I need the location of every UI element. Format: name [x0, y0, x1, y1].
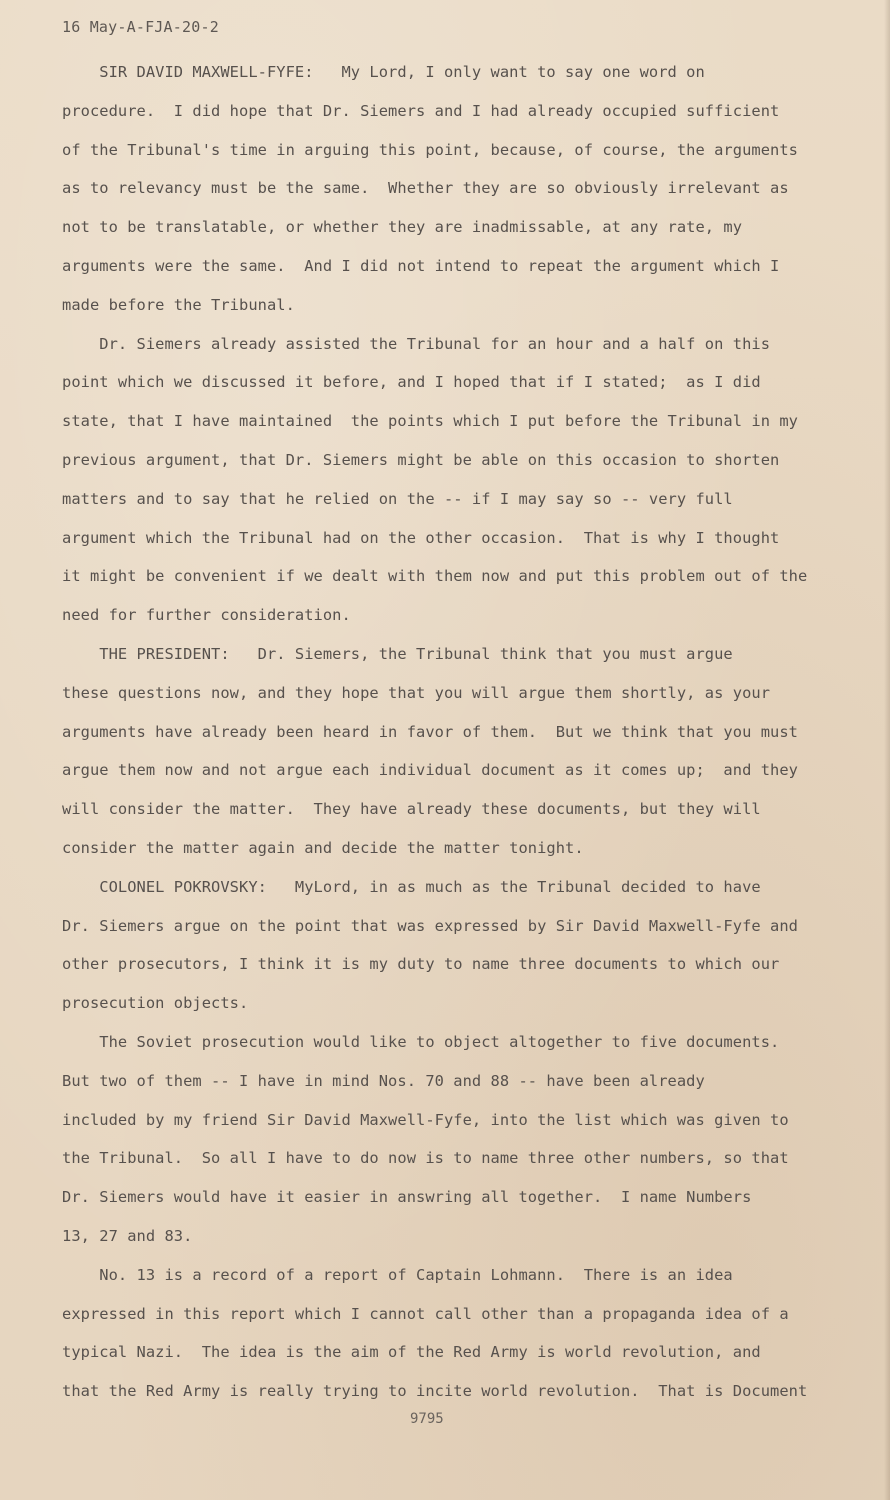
transcript-line: expressed in this report which I cannot call other than a propaganda idea of a — [62, 1304, 789, 1323]
transcript-body — [62, 53, 832, 1411]
transcript-line: included by my friend Sir David Maxwell-Fyfe, into the list which was given to — [62, 1110, 789, 1129]
transcript-line: Dr. Siemers already assisted the Tribunal for an hour and a half on this — [62, 334, 771, 353]
transcript-line: point which we discussed it before, and I hoped that if I stated; as I did — [62, 373, 761, 392]
transcript-line: 13, 27 and 83. — [62, 1226, 193, 1245]
transcript-line: procedure. I did hope that Dr. Siemers and I had already occupied sufficient — [62, 101, 780, 120]
transcript-line: arguments were the same. And I did not intend to repeat the argument which I — [62, 256, 780, 275]
transcript-line: The Soviet prosecution would like to object altogether to five documents. — [62, 1032, 780, 1051]
transcript-line: SIR DAVID MAXWELL-FYFE: My Lord, I only want to say one word on — [62, 63, 705, 81]
transcript-line: No. 13 is a record of a report of Captain Lohmann. There is an idea — [62, 1265, 733, 1284]
transcript-line: of the Tribunal's time in arguing this point, because, of course, the arguments — [62, 140, 798, 159]
transcript-line: not to be translatable, or whether they are inadmissable, at any rate, my — [62, 218, 743, 237]
page-number: 9795 — [410, 1411, 444, 1427]
transcript-line: COLONEL POKROVSKY: MyLord, in as much as the Tribunal decided to have — [62, 877, 761, 896]
transcript-line: But two of them -- I have in mind Nos. 70 and 88 -- have been already — [62, 1071, 705, 1090]
transcript-line: Dr. Siemers argue on the point that was expressed by Sir David Maxwell-Fyfe and — [62, 916, 798, 935]
transcript-line: arguments have already been heard in favor of them. But we think that you must — [62, 722, 798, 741]
transcript-line: as to relevancy must be the same. Whether they are so obviously irrelevant as — [62, 179, 789, 198]
transcript-line: will consider the matter. They have already these documents, but they will — [62, 800, 761, 819]
transcript-line: matters and to say that he relied on the -- if I may say so -- very full — [62, 489, 733, 508]
transcript-line: other prosecutors, I think it is my duty to name three documents to which our — [62, 955, 780, 974]
transcript-line: made before the Tribunal. — [62, 295, 295, 314]
document-reference-header: 16 May-A-FJA-20-2 — [62, 18, 219, 36]
transcript-line: prosecution objects. — [62, 994, 249, 1013]
transcript-line: Dr. Siemers would have it easier in answring all together. I name Numbers — [62, 1188, 752, 1207]
transcript-line: need for further consideration. — [62, 606, 351, 625]
transcript-line: consider the matter again and decide the matter tonight. — [62, 838, 584, 857]
transcript-line: these questions now, and they hope that you will argue them shortly, as your — [62, 683, 771, 702]
transcript-line: argue them now and not argue each individual document as it comes up; and they — [62, 761, 798, 780]
transcript-line: it might be convenient if we dealt with them now and put this problem out of the — [62, 567, 808, 586]
transcript-line: that the Red Army is really trying to incite world revolution. That is Document — [62, 1382, 808, 1401]
transcript-line: typical Nazi. The idea is the aim of the Red Army is world revolution, and — [62, 1343, 761, 1362]
transcript-line: previous argument, that Dr. Siemers might be able on this occasion to shorten — [62, 450, 780, 469]
transcript-line: state, that I have maintained the points which I put before the Tribunal in my — [62, 412, 798, 431]
transcript-line: THE PRESIDENT: Dr. Siemers, the Tribunal think that you must argue — [62, 644, 733, 663]
transcript-line: argument which the Tribunal had on the other occasion. That is why I thought — [62, 528, 780, 547]
transcript-line: the Tribunal. So all I have to do now is to name three other numbers, so that — [62, 1149, 789, 1168]
